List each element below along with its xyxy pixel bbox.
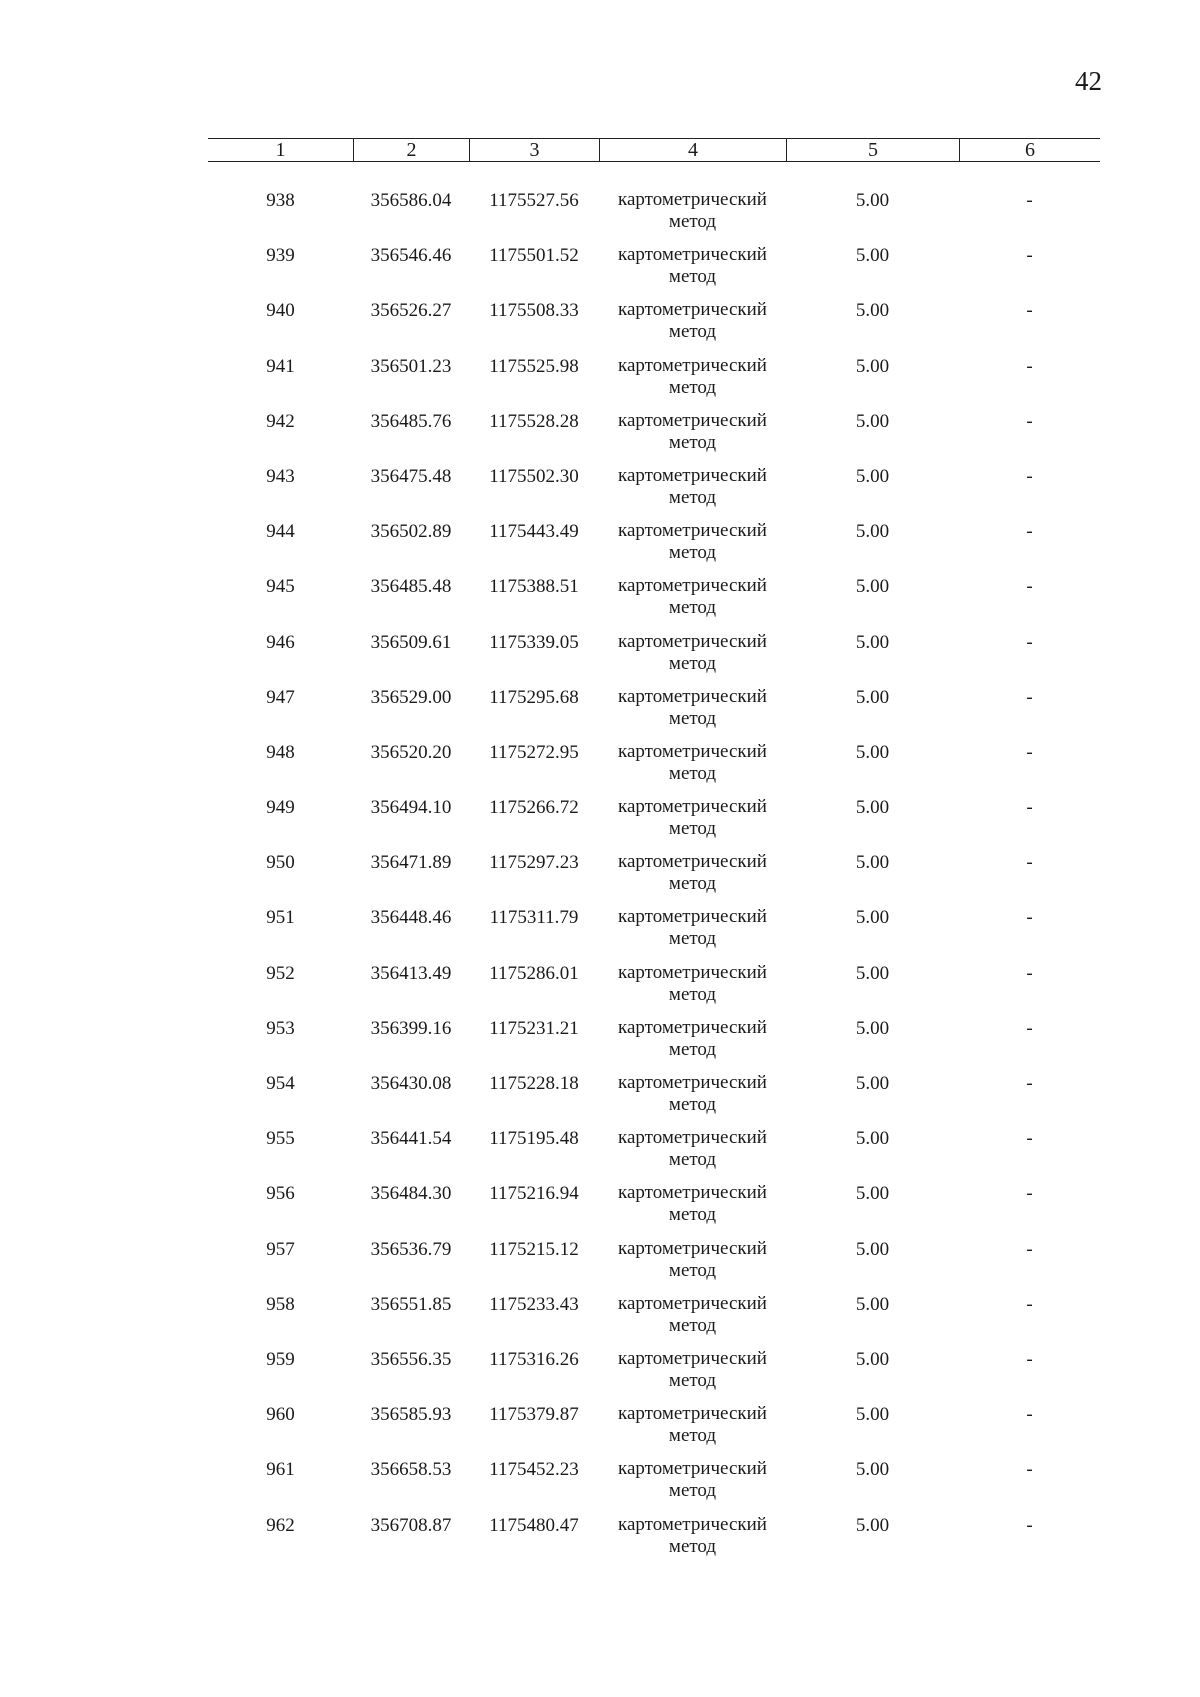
coordinate-y: 1175528.28 bbox=[489, 410, 579, 432]
method-cell bbox=[599, 906, 786, 961]
method-line-1: картометрический bbox=[618, 906, 767, 928]
method-line-1: картометрический bbox=[618, 575, 767, 597]
method-line-2: метод bbox=[668, 1038, 717, 1060]
method-line-2: метод bbox=[668, 431, 717, 453]
note-value: - bbox=[1026, 190, 1033, 211]
method-line-1: картометрический bbox=[618, 464, 767, 486]
method-line-1: картометрический bbox=[618, 1347, 767, 1369]
note-value: - bbox=[1026, 741, 1033, 763]
table-row bbox=[208, 575, 1100, 630]
coordinate-y: 1175286.01 bbox=[489, 962, 579, 984]
method-line-2: метод bbox=[668, 1425, 717, 1447]
table-header bbox=[208, 138, 1100, 162]
coordinate-y: 1175228.18 bbox=[489, 1073, 579, 1094]
method-line-1: картометрический bbox=[618, 244, 767, 266]
coordinate-y: 1175501.52 bbox=[489, 245, 579, 267]
table-row bbox=[208, 906, 1100, 961]
coordinate-x: 356708.87 bbox=[370, 1514, 452, 1536]
coordinate-x: 356494.10 bbox=[370, 797, 452, 819]
coordinate-y: 1175295.68 bbox=[489, 686, 579, 708]
method-cell bbox=[599, 244, 786, 299]
table-row bbox=[208, 1127, 1100, 1182]
point-number: 962 bbox=[266, 1514, 295, 1536]
method-line-1: картометрический bbox=[618, 630, 767, 652]
method-line-2: метод bbox=[668, 818, 717, 840]
note-value: - bbox=[1026, 355, 1033, 377]
accuracy-value: 5.00 bbox=[855, 631, 890, 653]
table-row bbox=[208, 1458, 1100, 1513]
method-cell bbox=[599, 520, 786, 575]
coordinate-x: 356658.53 bbox=[370, 1459, 452, 1481]
coordinate-y: 1175216.94 bbox=[489, 1183, 579, 1205]
point-number: 958 bbox=[266, 1293, 295, 1315]
method-cell bbox=[599, 1182, 786, 1237]
method-line-2: метод bbox=[668, 707, 717, 729]
coordinate-y: 1175316.26 bbox=[489, 1348, 579, 1370]
method-cell bbox=[599, 1238, 786, 1293]
point-number: 959 bbox=[266, 1348, 295, 1370]
coordinate-x: 356471.89 bbox=[370, 852, 452, 874]
accuracy-value: 5.00 bbox=[855, 1183, 890, 1205]
table-row bbox=[208, 355, 1100, 410]
table-row bbox=[208, 962, 1100, 1017]
method-line-2: метод bbox=[668, 597, 717, 619]
method-line-2: метод bbox=[668, 1314, 717, 1336]
coordinate-x: 356485.76 bbox=[370, 410, 452, 432]
method-line-1: картометрический bbox=[618, 1513, 767, 1535]
method-cell bbox=[599, 1293, 786, 1348]
point-number: 949 bbox=[266, 797, 295, 819]
accuracy-value: 5.00 bbox=[855, 686, 890, 708]
method-line-2: метод bbox=[668, 762, 717, 784]
coordinate-x: 356520.20 bbox=[370, 741, 452, 763]
method-line-2: метод bbox=[668, 542, 717, 564]
method-cell bbox=[599, 631, 786, 686]
method-cell bbox=[599, 741, 786, 796]
method-cell bbox=[599, 851, 786, 906]
method-cell bbox=[599, 686, 786, 741]
accuracy-value: 5.00 bbox=[855, 465, 890, 487]
accuracy-value: 5.00 bbox=[855, 521, 890, 543]
coordinate-x: 356546.46 bbox=[370, 245, 452, 267]
method-cell bbox=[599, 962, 786, 1017]
coordinate-x: 356485.48 bbox=[370, 576, 452, 598]
note-value: - bbox=[1026, 631, 1033, 653]
method-cell bbox=[599, 1403, 786, 1458]
table-row bbox=[208, 189, 1100, 244]
method-cell bbox=[599, 1017, 786, 1072]
note-value: - bbox=[1026, 1514, 1033, 1536]
coordinate-x: 356441.54 bbox=[370, 1128, 452, 1150]
note-value: - bbox=[1026, 1017, 1033, 1039]
table-row bbox=[208, 520, 1100, 575]
accuracy-value: 5.00 bbox=[855, 190, 890, 211]
table-row bbox=[208, 1182, 1100, 1237]
point-number: 961 bbox=[266, 1459, 295, 1481]
method-line-2: метод bbox=[668, 486, 717, 508]
note-value: - bbox=[1026, 465, 1033, 487]
method-line-2: метод bbox=[668, 1480, 717, 1502]
coordinate-y: 1175452.23 bbox=[489, 1459, 579, 1481]
coordinate-y: 1175502.30 bbox=[489, 465, 579, 487]
method-cell bbox=[599, 1458, 786, 1513]
note-value: - bbox=[1026, 1073, 1033, 1094]
note-value: - bbox=[1026, 410, 1033, 432]
header-col-3: 3 bbox=[469, 139, 599, 161]
method-line-1: картометрический bbox=[618, 796, 767, 818]
coordinate-y: 1175215.12 bbox=[489, 1238, 579, 1260]
method-line-1: картометрический bbox=[618, 299, 767, 321]
coordinate-y: 1175379.87 bbox=[489, 1404, 579, 1426]
method-line-1: картометрический bbox=[618, 1072, 767, 1093]
accuracy-value: 5.00 bbox=[855, 1293, 890, 1315]
coordinate-y: 1175231.21 bbox=[489, 1017, 579, 1039]
method-line-1: картометрический bbox=[618, 1016, 767, 1038]
note-value: - bbox=[1026, 907, 1033, 929]
note-value: - bbox=[1026, 1293, 1033, 1315]
note-value: - bbox=[1026, 962, 1033, 984]
note-value: - bbox=[1026, 852, 1033, 874]
table-row bbox=[208, 1403, 1100, 1458]
note-value: - bbox=[1026, 245, 1033, 267]
accuracy-value: 5.00 bbox=[855, 300, 890, 322]
point-number: 943 bbox=[266, 465, 295, 487]
coordinate-x: 356501.23 bbox=[370, 355, 452, 377]
coordinate-y: 1175297.23 bbox=[489, 852, 579, 874]
note-value: - bbox=[1026, 1459, 1033, 1481]
point-number: 942 bbox=[266, 410, 295, 432]
accuracy-value: 5.00 bbox=[855, 741, 890, 763]
point-number: 954 bbox=[266, 1073, 295, 1094]
accuracy-value: 5.00 bbox=[855, 797, 890, 819]
note-value: - bbox=[1026, 521, 1033, 543]
coordinate-x: 356509.61 bbox=[370, 631, 452, 653]
table-row bbox=[208, 1072, 1100, 1127]
note-value: - bbox=[1026, 1128, 1033, 1150]
coordinate-x: 356502.89 bbox=[370, 521, 452, 543]
method-line-1: картометрический bbox=[618, 1403, 767, 1425]
method-line-2: метод bbox=[668, 983, 717, 1005]
note-value: - bbox=[1026, 1183, 1033, 1205]
table-row bbox=[208, 686, 1100, 741]
method-cell bbox=[599, 1514, 786, 1569]
method-line-2: метод bbox=[668, 1369, 717, 1391]
method-line-2: метод bbox=[668, 211, 717, 232]
table-row bbox=[208, 465, 1100, 520]
accuracy-value: 5.00 bbox=[855, 1238, 890, 1260]
method-cell bbox=[599, 1072, 786, 1127]
point-number: 957 bbox=[266, 1238, 295, 1260]
method-line-2: метод bbox=[668, 266, 717, 288]
table-row bbox=[208, 851, 1100, 906]
note-value: - bbox=[1026, 797, 1033, 819]
coordinate-y: 1175339.05 bbox=[489, 631, 579, 653]
method-line-1: картометрический bbox=[618, 1458, 767, 1480]
method-line-1: картометрический bbox=[618, 189, 767, 210]
method-cell bbox=[599, 355, 786, 410]
method-cell bbox=[599, 299, 786, 354]
table-row bbox=[208, 1017, 1100, 1072]
coordinate-x: 356526.27 bbox=[370, 300, 452, 322]
accuracy-value: 5.00 bbox=[855, 1514, 890, 1536]
header-col-1: 1 bbox=[275, 139, 286, 161]
point-number: 948 bbox=[266, 741, 295, 763]
method-line-1: картометрический bbox=[618, 1237, 767, 1259]
method-cell bbox=[599, 189, 786, 244]
coordinate-x: 356585.93 bbox=[370, 1404, 452, 1426]
table-row bbox=[208, 796, 1100, 851]
table-row bbox=[208, 1514, 1100, 1569]
accuracy-value: 5.00 bbox=[855, 245, 890, 267]
table-row bbox=[208, 299, 1100, 354]
header-col-2: 2 bbox=[353, 139, 469, 161]
method-line-2: метод bbox=[668, 1259, 717, 1281]
method-line-2: метод bbox=[668, 1149, 717, 1171]
coordinate-y: 1175527.56 bbox=[489, 190, 579, 211]
note-value: - bbox=[1026, 1238, 1033, 1260]
point-number: 941 bbox=[266, 355, 295, 377]
header-col-6: 6 bbox=[959, 139, 1100, 161]
coordinate-x: 356430.08 bbox=[370, 1073, 452, 1094]
method-line-1: картометрический bbox=[618, 354, 767, 376]
note-value: - bbox=[1026, 1348, 1033, 1370]
note-value: - bbox=[1026, 1404, 1033, 1426]
method-line-1: картометрический bbox=[618, 740, 767, 762]
method-cell bbox=[599, 1127, 786, 1182]
coordinate-y: 1175195.48 bbox=[489, 1128, 579, 1150]
method-cell bbox=[599, 410, 786, 465]
point-number: 939 bbox=[266, 245, 295, 267]
accuracy-value: 5.00 bbox=[855, 1017, 890, 1039]
method-line-2: метод bbox=[668, 873, 717, 895]
table-row bbox=[208, 1238, 1100, 1293]
coordinate-x: 356484.30 bbox=[370, 1183, 452, 1205]
coordinate-x: 356448.46 bbox=[370, 907, 452, 929]
accuracy-value: 5.00 bbox=[855, 1348, 890, 1370]
coordinate-y: 1175443.49 bbox=[489, 521, 579, 543]
header-col-4: 4 bbox=[599, 139, 786, 161]
coordinate-y: 1175266.72 bbox=[489, 797, 579, 819]
coordinate-y: 1175508.33 bbox=[489, 300, 579, 322]
coordinate-y: 1175480.47 bbox=[489, 1514, 579, 1536]
method-line-1: картометрический bbox=[618, 1292, 767, 1314]
table-row bbox=[208, 410, 1100, 465]
table-row bbox=[208, 631, 1100, 686]
point-number: 944 bbox=[266, 521, 295, 543]
method-line-1: картометрический bbox=[618, 1182, 767, 1204]
coordinate-x: 356475.48 bbox=[370, 465, 452, 487]
method-line-1: картометрический bbox=[618, 409, 767, 431]
method-cell bbox=[599, 465, 786, 520]
coordinate-y: 1175272.95 bbox=[489, 741, 579, 763]
method-line-1: картометрический bbox=[618, 685, 767, 707]
point-number: 955 bbox=[266, 1128, 295, 1150]
coordinate-x: 356529.00 bbox=[370, 686, 452, 708]
page-number: 42 bbox=[1075, 66, 1102, 96]
table-row bbox=[208, 1293, 1100, 1348]
accuracy-value: 5.00 bbox=[855, 907, 890, 929]
point-number: 951 bbox=[266, 907, 295, 929]
method-cell bbox=[599, 575, 786, 630]
coordinate-x: 356586.04 bbox=[370, 190, 452, 211]
accuracy-value: 5.00 bbox=[855, 1073, 890, 1094]
point-number: 952 bbox=[266, 962, 295, 984]
coordinate-y: 1175311.79 bbox=[489, 907, 579, 929]
coordinate-y: 1175233.43 bbox=[489, 1293, 579, 1315]
accuracy-value: 5.00 bbox=[855, 962, 890, 984]
point-number: 950 bbox=[266, 852, 295, 874]
note-value: - bbox=[1026, 686, 1033, 708]
table-row bbox=[208, 741, 1100, 796]
method-cell bbox=[599, 1348, 786, 1403]
coordinate-y: 1175525.98 bbox=[489, 355, 579, 377]
method-line-1: картометрический bbox=[618, 520, 767, 542]
method-line-1: картометрический bbox=[618, 1127, 767, 1149]
note-value: - bbox=[1026, 576, 1033, 598]
table-row bbox=[208, 244, 1100, 299]
coordinate-x: 356413.49 bbox=[370, 962, 452, 984]
accuracy-value: 5.00 bbox=[855, 576, 890, 598]
coordinate-x: 356551.85 bbox=[370, 1293, 452, 1315]
method-line-2: метод bbox=[668, 652, 717, 674]
method-cell bbox=[599, 796, 786, 851]
point-number: 947 bbox=[266, 686, 295, 708]
table-row bbox=[208, 1348, 1100, 1403]
coordinate-x: 356536.79 bbox=[370, 1238, 452, 1260]
accuracy-value: 5.00 bbox=[855, 1128, 890, 1150]
method-line-1: картометрический bbox=[618, 851, 767, 873]
method-line-2: метод bbox=[668, 928, 717, 950]
coordinate-x: 356556.35 bbox=[370, 1348, 452, 1370]
point-number: 946 bbox=[266, 631, 295, 653]
accuracy-value: 5.00 bbox=[855, 852, 890, 874]
point-number: 945 bbox=[266, 576, 295, 598]
table-body bbox=[208, 189, 1100, 1569]
method-line-2: метод bbox=[668, 1094, 717, 1115]
method-line-1: картометрический bbox=[618, 961, 767, 983]
coordinate-x: 356399.16 bbox=[370, 1017, 452, 1039]
accuracy-value: 5.00 bbox=[855, 1459, 890, 1481]
point-number: 960 bbox=[266, 1404, 295, 1426]
point-number: 940 bbox=[266, 300, 295, 322]
point-number: 956 bbox=[266, 1183, 295, 1205]
accuracy-value: 5.00 bbox=[855, 410, 890, 432]
point-number: 938 bbox=[266, 190, 295, 211]
method-line-2: метод bbox=[668, 321, 717, 343]
accuracy-value: 5.00 bbox=[855, 355, 890, 377]
method-line-2: метод bbox=[668, 376, 717, 398]
point-number: 953 bbox=[266, 1017, 295, 1039]
method-line-2: метод bbox=[668, 1535, 717, 1557]
accuracy-value: 5.00 bbox=[855, 1404, 890, 1426]
header-col-5: 5 bbox=[786, 139, 959, 161]
coordinate-y: 1175388.51 bbox=[489, 576, 579, 598]
method-line-2: метод bbox=[668, 1204, 717, 1226]
note-value: - bbox=[1026, 300, 1033, 322]
